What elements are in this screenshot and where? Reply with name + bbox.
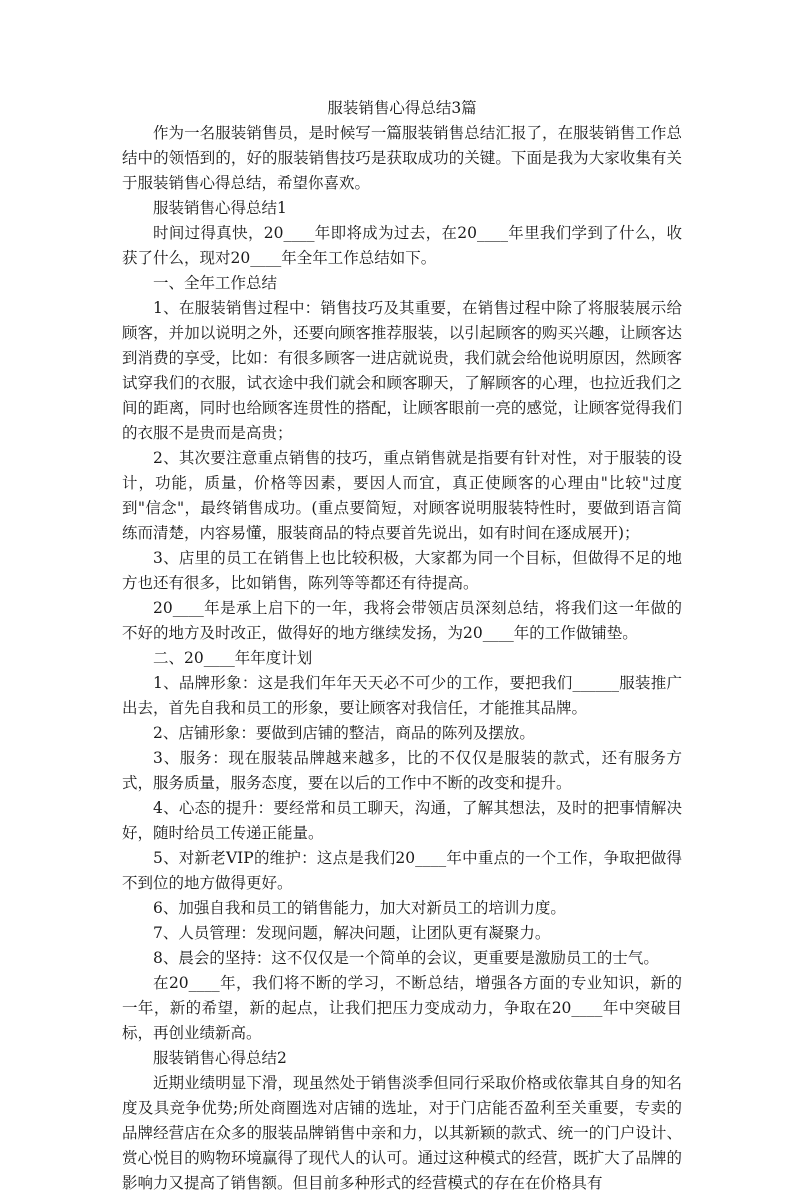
section-1-heading-annual-plan: 二、20____年年度计划 (153, 649, 313, 667)
plan-item-4: 4、心态的提升：要经常和员工聊天，沟通，了解其想法，及时的把事情解决好，随时给员工传递正能量。 (122, 799, 682, 842)
plan-item-8: 8、晨会的坚持：这不仅仅是一个简单的会议，更重要是激励员工的士气。 (153, 949, 659, 967)
section-1-paragraph-6: 在20____年，我们将不断的学习，不断总结，增强各方面的专业知识，新的一年，新的希望，新的起点，让我们把压力变成动力，争取在20____年中突破目标，再创业绩新高。 (122, 974, 682, 1042)
plan-item-7: 7、人员管理：发现问题，解决问题，让团队更有凝聚力。 (153, 924, 551, 942)
section-1-paragraph-4: 3、店里的员工在销售上也比较积极，大家都为同一个目标，但做得不足的地方也还有很多，比如销售，陈列等等都还有待提高。 (122, 549, 682, 592)
document-title: 服装销售心得总结3篇 (327, 99, 477, 117)
plan-item-6: 6、加强自我和员工的销售能力，加大对新员工的培训力度。 (153, 899, 566, 917)
section-1-title: 服装销售心得总结1 (153, 199, 287, 217)
section-1-paragraph-5: 20____年是承上启下的一年，我将会带领店员深刻总结，将我们这一年做的不好的地方及时改正，做得好的地方继续发扬，为20____年的工作做铺垫。 (122, 599, 682, 642)
section-2-title: 服装销售心得总结2 (153, 1049, 287, 1067)
document-page (122, 96, 682, 1196)
section-2-paragraph-1: 近期业绩明显下滑，现虽然处于销售淡季但同行采取价格或依靠其自身的知名度及具竞争优势;所处商圈选对店铺的选址，对于门店能否盈利至关重要，专卖的品牌经营店在众多的服装品牌销售中亲和力，以其新颖的款式、统一的门户设计、赏心悦目的购物环境赢得了现代人的认可。通过这种模式的经营，既扩大了品牌的影响力又提高了销售额。但目前多种形式的经营模式的存在在价格具有 (122, 1074, 682, 1192)
section-1-heading-annual-summary: 一、全年工作总结 (153, 274, 278, 292)
section-1-paragraph-1: 时间过得真快，20____年即将成为过去，在20____年里我们学到了什么，收获了什么，现对20____年全年工作总结如下。 (122, 224, 682, 267)
intro-paragraph: 作为一名服装销售员，是时候写一篇服装销售总结汇报了，在服装销售工作总结中的领悟到的，好的服装销售技巧是获取成功的关键。下面是我为大家收集有关于服装销售心得总结，希望你喜欢。 (122, 124, 682, 192)
section-1-paragraph-2: 1、在服装销售过程中：销售技巧及其重要，在销售过程中除了将服装展示给顾客，并加以说明之外，还要向顾客推荐服装，以引起顾客的购买兴趣，让顾客达到消费的享受，比如：有很多顾客一进店就说贵，我们就会给他说明原因，然顾客试穿我们的衣服，试衣途中我们就会和顾客聊天，了解顾客的心理，也拉近我们之间的距离，同时也给顾客连贯性的搭配，让顾客眼前一亮的感觉，让顾客觉得我们的衣服不是贵而是高贵； (122, 299, 682, 442)
plan-item-5: 5、对新老VIP的维护：这点是我们20____年中重点的一个工作，争取把做得不到位的地方做得更好。 (122, 849, 682, 892)
plan-item-1: 1、品牌形象：这是我们年年天天必不可少的工作，要把我们______服装推广出去，首先自我和员工的形象，要让顾客对我信任，才能推其品牌。 (122, 674, 682, 717)
section-1-paragraph-3: 2、其次要注意重点销售的技巧，重点销售就是指要有针对性，对于服装的设计，功能，质量，价格等因素，要因人而宜，真正使顾客的心理由"比较"过度到"信念"，最终销售成功。(重点要简短，对顾客说明服装特性时，要做到语言简练而清楚，内容易懂，服装商品的特点要首先说出，如有时间在逐成展开)； (122, 449, 682, 542)
plan-item-2: 2、店铺形象：要做到店铺的整洁，商品的陈列及摆放。 (153, 724, 535, 742)
plan-item-3: 3、服务：现在服装品牌越来越多，比的不仅仅是服装的款式，还有服务方式，服务质量，服务态度，要在以后的工作中不断的改变和提升。 (122, 749, 682, 792)
